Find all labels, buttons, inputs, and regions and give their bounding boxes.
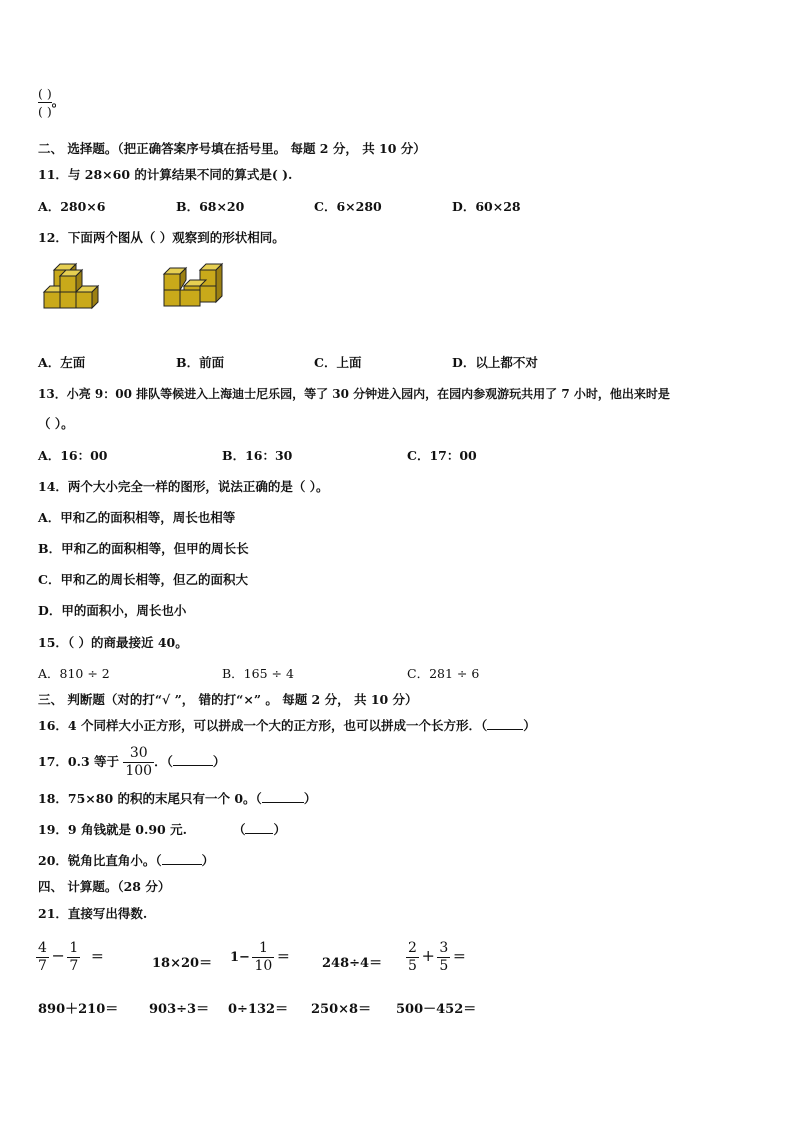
section-3-heading: 三、 判断题（对的打“√ ”， 错的打“×” 。 每题 2 分， 共 10 分） — [38, 692, 418, 707]
calc-expression-4: 248÷4＝ — [322, 956, 383, 971]
question-20: 20．锐角比直角小。（ ） — [38, 853, 215, 868]
question-19: 19．9 角钱就是 0.90 元. （ ） — [38, 822, 286, 837]
question-11-stem: 11．与 28×60 的计算结果不同的算式是( ). — [38, 167, 293, 182]
fraction-numerator: ( ) — [38, 86, 52, 101]
q15-option-a: A．810 ÷ 2 — [38, 666, 110, 681]
q19-answer-blank[interactable] — [245, 822, 273, 834]
calc-expression-9: 250×8＝ — [311, 1002, 372, 1017]
calc-expression-3: 1− $\frac{1}{10}$ ＝ — [230, 940, 290, 974]
section-4-heading: 四、 计算题。（28 分） — [38, 879, 171, 894]
cube-figure-1 — [40, 260, 102, 310]
q13-option-a: A．16：00 — [38, 448, 108, 463]
question-13-stem-line1: 13．小亮 9：00 排队等候进入上海迪士尼乐园，等了 30 分钟进入园内，在园内参观游玩共用了 7 小时，他出来时是 — [38, 387, 670, 401]
q12-option-b: B．前面 — [176, 355, 225, 370]
question-13-stem-line2: （ ）。 — [38, 416, 74, 431]
question-18: 18．75×80 的积的末尾只有一个 0。（ ） — [38, 791, 317, 806]
calc-expression-1: $\frac{4}{7}$ − $\frac{1}{7}$ ＝ — [38, 940, 104, 974]
calc-expression-7: 903÷3＝ — [149, 1002, 210, 1017]
top-fraction-answer: $\frac{( )}{( )}$ 。 — [38, 86, 65, 119]
fraction-denominator: ( ) — [38, 104, 52, 119]
question-12-stem: 12．下面两个图从（ ）观察到的形状相同。 — [38, 230, 285, 245]
calc-expression-10: 500－452＝ — [396, 1002, 477, 1017]
calc-expression-5: $\frac{2}{5}$ + $\frac{3}{5}$ ＝ — [408, 940, 466, 974]
fraction-numerator: 30 — [129, 745, 148, 761]
question-14-stem: 14．两个大小完全一样的图形，说法正确的是（ ）。 — [38, 479, 329, 494]
q20-answer-blank[interactable] — [162, 853, 202, 865]
q13-option-c: C．17：00 — [407, 448, 477, 463]
q15-option-b: B．165 ÷ 4 — [222, 666, 294, 681]
q14-option-c: C．甲和乙的周长相等，但乙的面积大 — [38, 572, 248, 587]
q11-option-d: D．60×28 — [452, 199, 521, 214]
calc-expression-8: 0÷132＝ — [228, 1002, 289, 1017]
question-16: 16．4 个同样大小正方形，可以拼成一个大的正方形，也可以拼成一个长方形．（ ） — [38, 718, 536, 733]
question-15-stem: 15．（ ）的商最接近 40。 — [38, 635, 188, 650]
q11-option-b: B．68×20 — [176, 199, 245, 214]
q14-option-d: D．甲的面积小，周长也小 — [38, 603, 187, 618]
q11-option-c: C．6×280 — [314, 199, 382, 214]
cube-figure-2 — [160, 260, 226, 310]
q12-option-a: A．左面 — [38, 355, 86, 370]
q14-option-a: A．甲和乙的面积相等，周长也相等 — [38, 510, 236, 525]
q16-answer-blank[interactable] — [487, 718, 523, 730]
q11-option-a: A．280×6 — [38, 199, 106, 214]
calc-expression-6: 890＋210＝ — [38, 1002, 119, 1017]
question-21-stem: 21．直接写出得数. — [38, 906, 148, 921]
q13-option-b: B．16：30 — [222, 448, 293, 463]
q14-option-b: B．甲和乙的面积相等，但甲的周长长 — [38, 541, 249, 556]
q12-option-d: D．以上都不对 — [452, 355, 538, 370]
q15-option-c: C．281 ÷ 6 — [407, 666, 480, 681]
q12-option-c: C．上面 — [314, 355, 362, 370]
question-17: 17．0.3 等于 $\frac{30}{100}$ ．（ ） — [38, 745, 226, 779]
calc-expression-2: 18×20＝ — [152, 956, 213, 971]
fraction-denominator: 100 — [125, 763, 153, 779]
q18-answer-blank[interactable] — [262, 791, 304, 803]
section-2-heading: 二、 选择题。（把正确答案序号填在括号里。 每题 2 分， 共 10 分） — [38, 141, 426, 156]
q17-answer-blank[interactable] — [173, 754, 213, 766]
